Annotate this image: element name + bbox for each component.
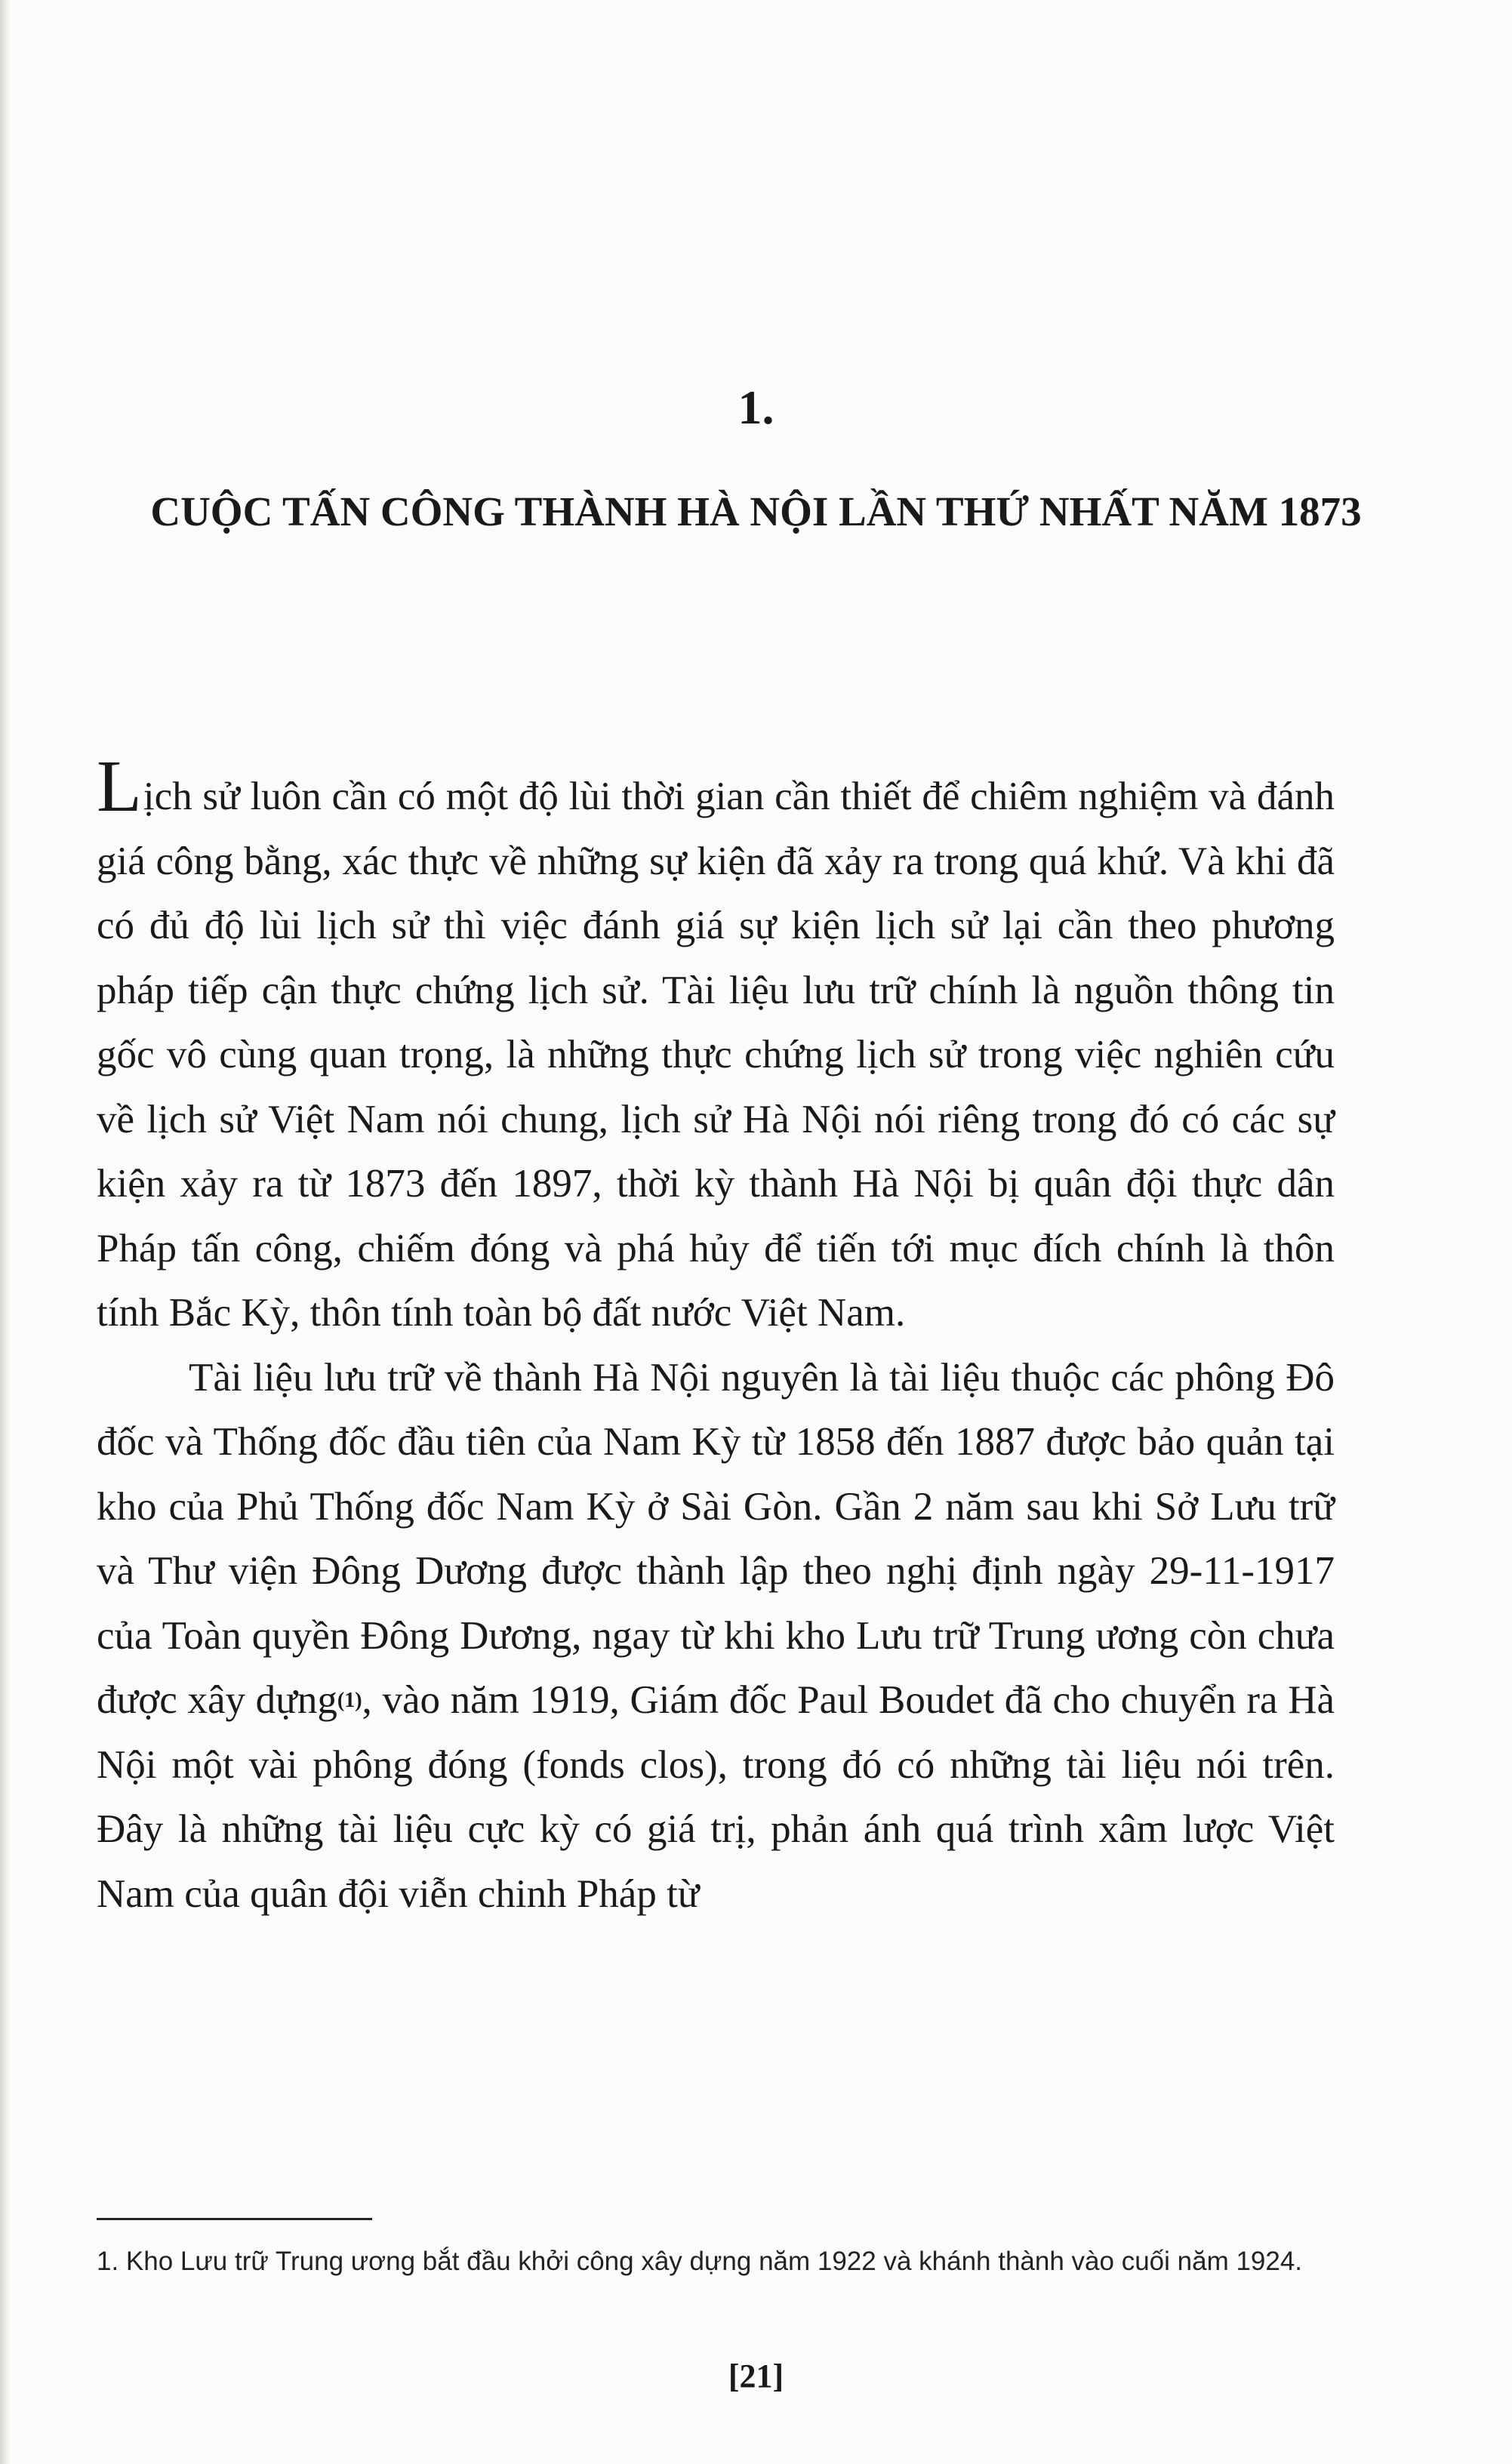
page-number: [21]	[728, 2358, 784, 2395]
body-text	[97, 746, 1335, 1927]
drop-cap: L	[97, 746, 142, 827]
footnote: 1. Kho Lưu trữ Trung ương bắt đầu khởi công xây dựng năm 1922 và khánh thành vào cuối năm 1924.	[97, 2247, 1303, 2276]
paragraph-2-text-part-1: Tài liệu lưu trữ về thành Hà Nội nguyên là tài liệu thuộc các phông Đô đốc và Thống đốc đầu tiên của Nam Kỳ từ 1858 đến 1887 được bảo quản tại kho của Phủ Thống đốc Nam Kỳ ở Sài Gòn. Gần 2 năm sau khi Sở Lưu trữ và Thư viện Đông Dương được thành lập theo nghị định ngày 29-11-1917 của Toàn quyền Đông Dương, ngay từ khi kho Lưu trữ Trung ương còn chưa được xây dựng	[97, 1355, 1335, 1722]
paragraph-2-text-part-2: , vào năm 1919, Giám đốc Paul Boudet đã cho chuyển ra Hà Nội một vài phông đóng (fonds clos), trong đó có những tài liệu nói trên. Đây là những tài liệu cực kỳ có giá trị, phản ánh quá trình xâm lược Việt Nam của quân đội viễn chinh Pháp từ	[97, 1678, 1335, 1916]
paragraph-2	[97, 1346, 1335, 1927]
chapter-number: 1.	[738, 380, 774, 434]
footnote-reference: (1)	[337, 1689, 362, 1712]
paragraph-1-text: ịch sử luôn cần có một độ lùi thời gian cần thiết để chiêm nghiệm và đánh giá công bằng, xác thực về những sự kiện đã xảy ra trong quá khứ. Và khi đã có đủ độ lùi lịch sử thì việc đánh giá sự kiện lịch sử lại cần theo phương pháp tiếp cận thực chứng lịch sử. Tài liệu lưu trữ chính là nguồn thông tin gốc vô cùng quan trọng, là những thực chứng lịch sử trong việc nghiên cứu về lịch sử Việt Nam nói chung, lịch sử Hà Nội nói riêng trong đó có các sự kiện xảy ra từ 1873 đến 1897, thời kỳ thành Hà Nội bị quân đội thực dân Pháp tấn công, chiếm đóng và phá hủy để tiến tới mục đích chính là thôn tính Bắc Kỳ, thôn tính toàn bộ đất nước Việt Nam.	[97, 775, 1335, 1335]
page-spine-shadow	[0, 0, 11, 2464]
footnote-divider	[97, 2218, 372, 2220]
chapter-title: CUỘC TẤN CÔNG THÀNH HÀ NỘI LẦN THỨ NHẤT NĂM 1873	[150, 488, 1362, 534]
paragraph-1	[97, 746, 1335, 1346]
